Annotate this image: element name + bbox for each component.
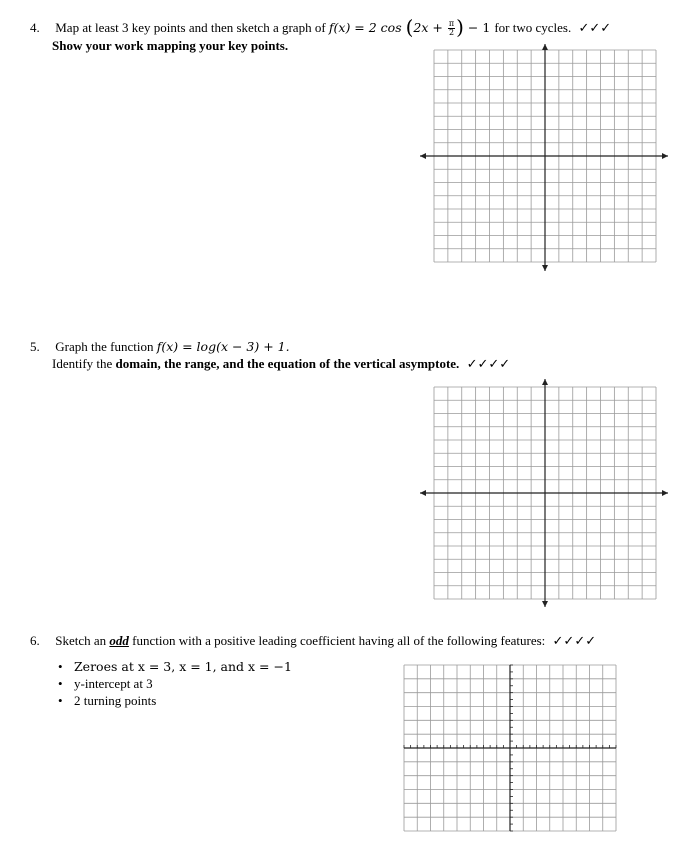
question-6-prompt: 6. Sketch an odd function with a positive leading coefficient having all of the following features: ✓✓✓✓ — [30, 633, 597, 648]
question-6-number: 6. — [30, 633, 40, 648]
arrow-right-icon — [662, 490, 668, 496]
pi-over-two-fraction: $\frac{\pi}{2}$ — [448, 19, 455, 37]
arrow-left-icon — [420, 153, 426, 159]
feature-list — [58, 658, 292, 709]
arrow-down-icon — [542, 265, 548, 271]
question-5-bold-text: domain, the range, and the equation of the vertical asymptote. — [115, 356, 460, 371]
question-6 — [30, 632, 596, 649]
question-5-function: f(x) = log(x − 3) + 1. — [156, 339, 290, 354]
question-4-text-end: for two cycles. — [494, 20, 572, 35]
list-item: • y-intercept at 3 — [58, 676, 153, 691]
question-5-number: 5. — [30, 339, 40, 354]
arrow-right-icon — [662, 153, 668, 159]
bullet-icon: • — [58, 693, 63, 708]
arrow-left-icon — [420, 490, 426, 496]
odd-word: odd — [109, 633, 129, 648]
question-4-checkmarks: ✓✓✓ — [578, 20, 612, 35]
bullet-icon: • — [58, 676, 63, 691]
question-4-function: f(x) = 2 cos (2x + $\frac{\pi}{2}$ ) − 1 — [328, 15, 491, 39]
question-4-number: 4. — [30, 20, 40, 35]
question-4-grid[interactable] — [418, 40, 670, 275]
question-5 — [30, 338, 510, 372]
question-5-grid[interactable] — [418, 374, 670, 609]
bullet-icon: • — [58, 659, 63, 674]
list-item: • 2 turning points — [58, 693, 157, 708]
question-5-checkmarks: ✓✓✓✓ — [466, 356, 511, 371]
question-6-grid[interactable] — [400, 662, 620, 834]
list-item: • Zeroes at x = 3, x = 1, and x = −1 — [58, 659, 292, 674]
arrow-up-icon — [542, 44, 548, 50]
question-5-text: Graph the function — [55, 339, 154, 354]
question-4-text: Map at least 3 key points and then sketch a graph of — [55, 20, 326, 35]
question-6-checkmarks: ✓✓✓✓ — [552, 633, 597, 648]
question-4-prompt — [30, 15, 612, 39]
question-5-instruction: Identify the domain, the range, and the equation of the vertical asymptote. ✓✓✓✓ — [52, 356, 511, 371]
question-5-prompt — [30, 338, 510, 355]
arrow-down-icon — [542, 601, 548, 607]
arrow-up-icon — [542, 379, 548, 385]
question-4-instruction: Show your work mapping your key points. — [52, 38, 289, 53]
